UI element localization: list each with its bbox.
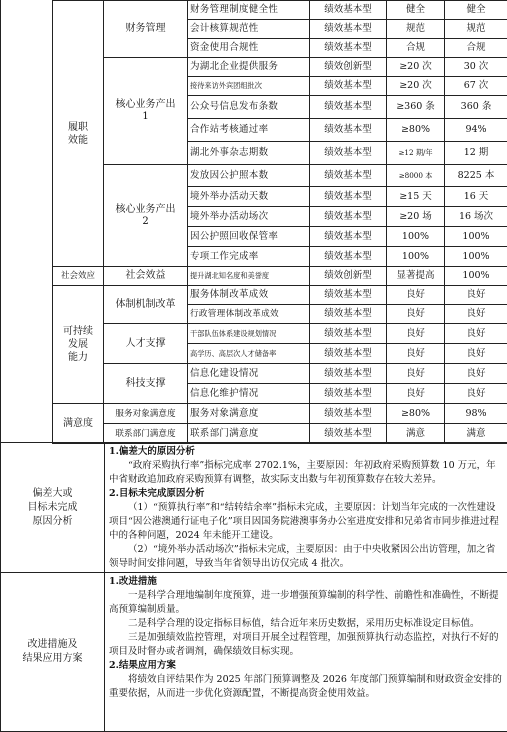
indicator-name: 为湖北企业提供服务 xyxy=(188,58,310,77)
indicator-name: 因公护照回收保管率 xyxy=(188,227,310,247)
indicator-target: 健全 xyxy=(387,1,445,20)
level1-social: 社会效应 xyxy=(53,267,104,286)
indicator-name: 财务管理制度健全性 xyxy=(188,1,310,20)
indicator-actual: 16 场次 xyxy=(445,207,507,227)
table-row xyxy=(53,1,507,20)
measures-paragraph-1: 一是科学合理地编制年度预算，进一步增强预算编制的科学性、前瞻性和准确性，不断提高预算编制质量。 xyxy=(109,590,499,615)
indicator-type: 绩效基本型 xyxy=(310,247,387,267)
measures-content xyxy=(105,573,507,732)
indicator-name: 专项工作完成率 xyxy=(188,247,310,267)
indicator-actual: 规范 xyxy=(445,20,507,39)
table-row xyxy=(53,404,507,424)
indicator-name: 会计核算规范性 xyxy=(188,20,310,39)
indicator-target: 100% xyxy=(387,247,445,267)
indicator-name: 高学历、高层次人才储备率 xyxy=(188,344,310,364)
indicator-actual: 16 天 xyxy=(445,187,507,207)
group-finance: 财务管理 xyxy=(104,1,188,58)
table-row xyxy=(53,286,507,305)
indicator-target: ≥360 条 xyxy=(387,96,445,119)
indicator-actual: 8225 本 xyxy=(445,165,507,187)
indicator-name: 接待来访外宾团组批次 xyxy=(188,77,310,96)
indicator-target: ≥20 次 xyxy=(387,58,445,77)
indicator-type: 绩效基本型 xyxy=(310,96,387,119)
indicator-type: 绩效基本型 xyxy=(310,344,387,364)
indicator-name: 服务对象满意度 xyxy=(188,404,310,424)
indicator-name: 公众号信息发布条数 xyxy=(188,96,310,119)
indicator-actual: 100% xyxy=(445,267,507,286)
indicator-target: 良好 xyxy=(387,384,445,404)
indicator-target: 良好 xyxy=(387,286,445,305)
indicator-name: 联系部门满意度 xyxy=(188,424,310,444)
group-core2: 核心业务产出 2 xyxy=(104,165,188,267)
indicator-name: 服务体制改革成效 xyxy=(188,286,310,305)
indicator-name: 境外举办活动场次 xyxy=(188,207,310,227)
indicator-actual: 良好 xyxy=(445,286,507,305)
deviation-label: 偏差大或 目标未完成 原因分析 xyxy=(1,443,105,573)
indicator-target: ≥15 天 xyxy=(387,187,445,207)
indicator-type: 绩效基本型 xyxy=(310,20,387,39)
indicator-name: 湖北外事杂志期数 xyxy=(188,142,310,165)
indicator-actual: 良好 xyxy=(445,344,507,364)
group-reform: 体制机制改革 xyxy=(104,286,188,324)
level1-sustainability: 可持续 发展 能力 xyxy=(53,286,104,404)
indicator-type: 绩效基本型 xyxy=(310,207,387,227)
indicator-actual: 67 次 xyxy=(445,77,507,96)
indicator-name: 信息化维护情况 xyxy=(188,384,310,404)
deviation-heading-1: 1.偏差大的原因分析 xyxy=(109,446,195,457)
indicator-type: 绩效基本型 xyxy=(310,404,387,424)
indicator-target: 良好 xyxy=(387,324,445,344)
measures-paragraph-4: 将绩效自评结果作为 2025 年部门预算调整及 2026 年度部门预算编制和财政资金安排的重要依据，从而进一步优化资源配置，不断提高资金使用效益。 xyxy=(109,674,502,699)
deviation-paragraph-1: “政府采购执行率”指标完成率 2702.1%，主要原因：年初政府采购预算数 10 万元，年中省财政追加政府采购预算有调整，故实际支出数与年初预算数存在较大差异。 xyxy=(109,460,496,485)
indicator-type: 绩效基本型 xyxy=(310,286,387,305)
indicator-target: 良好 xyxy=(387,364,445,384)
measures-heading-1: 1.改进措施 xyxy=(109,576,157,587)
indicator-type: 绩效基本型 xyxy=(310,1,387,20)
indicator-actual: 良好 xyxy=(445,305,507,324)
indicator-actual: 健全 xyxy=(445,1,507,20)
indicator-type: 绩效基本型 xyxy=(310,119,387,142)
level1-performance: 履职 效能 xyxy=(53,1,104,267)
indicator-name: 发放因公护照本数 xyxy=(188,165,310,187)
indicator-actual: 12 期 xyxy=(445,142,507,165)
deviation-content xyxy=(105,443,507,573)
left-border xyxy=(0,0,1,442)
indicator-actual: 100% xyxy=(445,247,507,267)
indicator-target: 规范 xyxy=(387,20,445,39)
level1-satisfaction: 满意度 xyxy=(53,404,104,444)
measures-heading-2: 2.结果应用方案 xyxy=(109,660,176,671)
indicator-type: 绩效基本型 xyxy=(310,305,387,324)
indicator-name: 境外举办活动天数 xyxy=(188,187,310,207)
indicator-type: 绩效基本型 xyxy=(310,77,387,96)
deviation-row xyxy=(1,443,507,573)
analysis-table xyxy=(0,442,507,732)
indicator-target: ≥80% xyxy=(387,119,445,142)
indicator-type: 绩效基本型 xyxy=(310,165,387,187)
indicator-name: 合作站考核通过率 xyxy=(188,119,310,142)
indicator-actual: 良好 xyxy=(445,324,507,344)
table-row xyxy=(53,267,507,286)
indicator-type: 绩效基本型 xyxy=(310,384,387,404)
deviation-paragraph-2: （1）“预算执行率”和“结转结余率”指标未完成，主要原因：计划当年完成的一次性建设项目“因公港澳通行证电子化”项目因国务院港澳事务办公室进度安排和兄弟省市同步推进过程中的各种问题，2024 年未能开工建设。 xyxy=(109,502,499,541)
indicator-target: 显著提高 xyxy=(387,267,445,286)
indicator-type: 绩效创新型 xyxy=(310,58,387,77)
table-row xyxy=(53,58,507,77)
group-tech: 科技支撑 xyxy=(104,364,188,404)
group-core1: 核心业务产出 1 xyxy=(104,58,188,165)
indicator-target: 良好 xyxy=(387,344,445,364)
measures-row xyxy=(1,573,507,732)
deviation-paragraph-3: （2）“境外举办活动场次”指标未完成，主要原因：由于中央收紧因公出访管理，加之省领导时间安排问题，导致当年省领导出访仅完成 4 批次。 xyxy=(109,544,496,569)
indicator-target: 良好 xyxy=(387,305,445,324)
indicator-name: 干部队伍体系建设规划情况 xyxy=(188,324,310,344)
group-liaison: 联系部门满意度 xyxy=(104,424,188,444)
indicator-actual: 100% xyxy=(445,227,507,247)
group-social: 社会效益 xyxy=(104,267,188,286)
indicator-type: 绩效基本型 xyxy=(310,39,387,58)
measures-paragraph-2: 二是科学合理的设定指标目标值，结合近年来历史数据，采用历史标准设定目标值。 xyxy=(128,618,480,629)
group-service: 服务对象满意度 xyxy=(104,404,188,424)
indicator-target: ≥20 场 xyxy=(387,207,445,227)
indicator-actual: 合规 xyxy=(445,39,507,58)
indicator-name: 信息化建设情况 xyxy=(188,364,310,384)
indicator-type: 绩效基本型 xyxy=(310,424,387,444)
indicator-actual: 30 次 xyxy=(445,58,507,77)
indicator-actual: 360 条 xyxy=(445,96,507,119)
indicator-actual: 满意 xyxy=(445,424,507,444)
indicator-target: ≥80% xyxy=(387,404,445,424)
indicator-type: 绩效基本型 xyxy=(310,142,387,165)
measures-paragraph-3: 三是加强绩效监控管理，对项目开展全过程管理，加强预算执行动态监控，对执行不好的项目及时督办或者调剂，确保绩效目标实现。 xyxy=(109,632,499,657)
indicator-name: 提升湖北知名度和美誉度 xyxy=(188,267,310,286)
indicator-target: ≥20 次 xyxy=(387,77,445,96)
indicator-actual: 良好 xyxy=(445,364,507,384)
indicator-target: ≥8000 本 xyxy=(387,165,445,187)
indicator-type: 绩效基本型 xyxy=(310,187,387,207)
indicator-type: 绩效基本型 xyxy=(310,324,387,344)
indicator-actual: 94% xyxy=(445,119,507,142)
table-row xyxy=(53,424,507,444)
indicator-actual: 良好 xyxy=(445,384,507,404)
table-row xyxy=(53,364,507,384)
table-row xyxy=(53,165,507,187)
indicator-type: 绩效基本型 xyxy=(310,364,387,384)
indicator-name: 行政管理体制改革成效 xyxy=(188,305,310,324)
indicator-target: ≥12 期/年 xyxy=(387,142,445,165)
measures-label: 改进措施及 结果应用方案 xyxy=(1,573,105,732)
indicator-name: 资金使用合规性 xyxy=(188,39,310,58)
indicator-type: 绩效创新型 xyxy=(310,267,387,286)
indicator-target: 合规 xyxy=(387,39,445,58)
indicator-table xyxy=(52,0,507,444)
deviation-heading-2: 2.目标未完成原因分析 xyxy=(109,488,205,499)
indicator-target: 满意 xyxy=(387,424,445,444)
indicator-target: 100% xyxy=(387,227,445,247)
table-row xyxy=(53,324,507,344)
indicator-actual: 98% xyxy=(445,404,507,424)
group-talent: 人才支撑 xyxy=(104,324,188,364)
indicator-type: 绩效基本型 xyxy=(310,227,387,247)
